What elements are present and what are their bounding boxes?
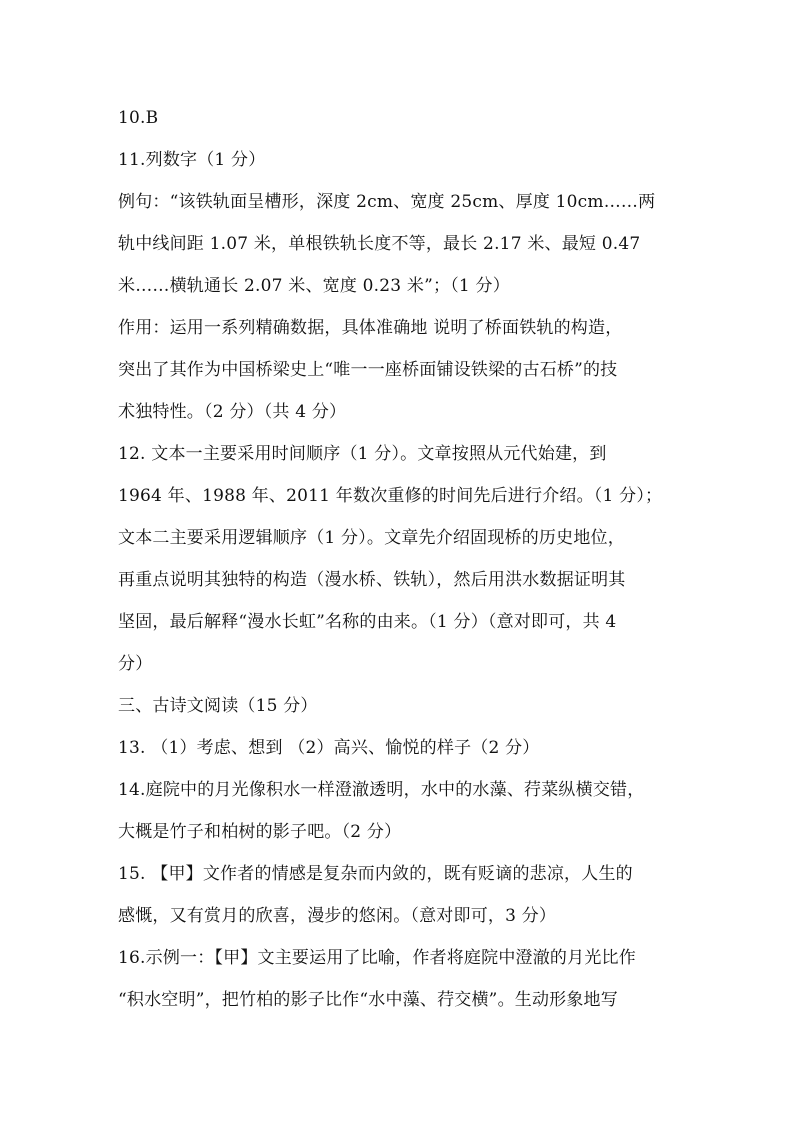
answer-line-12-1: 12. 文本一主要采用时间顺序（1 分）。文章按照从元代始建，到 [118, 444, 607, 464]
answer-line-11-example-1: 例句：“该铁轨面呈槽形，深度 2cm、宽度 25cm、厚度 10cm……两 [118, 192, 656, 212]
answer-line-13: 13. （1）考虑、想到 （2）高兴、愉悦的样子（2 分） [118, 738, 540, 758]
answer-line-11-example-3: 米……横轨通长 2.07 米、宽度 0.23 米”；（1 分） [118, 276, 510, 296]
answer-line-11-example-2: 轨中线间距 1.07 米，单根铁轨长度不等，最长 2.17 米、最短 0.47 [118, 234, 641, 254]
answer-line-12-6: 分） [118, 654, 153, 674]
answer-line-12-5: 坚固，最后解释“漫水长虹”名称的由来。（1 分）（意对即可，共 4 [118, 612, 617, 632]
answer-line-11-effect-2: 突出了其作为中国桥梁史上“唯一一座桥面铺设铁梁的古石桥”的技 [118, 360, 618, 380]
answer-line-12-2: 1964 年、1988 年、2011 年数次重修的时间先后进行介绍。（1 分）； [118, 486, 663, 506]
answer-line-16-1: 16.示例一：【甲】文主要运用了比喻，作者将庭院中澄澈的月光比作 [118, 948, 636, 968]
answer-line-15-2: 感慨，又有赏月的欣喜，漫步的悠闲。（意对即可，3 分） [118, 906, 557, 926]
answer-line-10: 10.B [118, 108, 159, 128]
answer-line-11-effect-3: 术独特性。（2 分）（共 4 分） [118, 402, 347, 422]
answer-line-12-4: 再重点说明其独特的构造（漫水桥、铁轨），然后用洪水数据证明其 [118, 570, 626, 590]
answer-line-12-3: 文本二主要采用逻辑顺序（1 分）。文章先介绍固现桥的历史地位， [118, 528, 625, 548]
section-heading-classical-reading: 三、古诗文阅读（15 分） [118, 696, 318, 716]
answer-line-16-2: “积水空明”，把竹柏的影子比作“水中藻、荇交横”。生动形象地写 [118, 990, 618, 1010]
answer-line-11-title: 11.列数字（1 分） [118, 150, 266, 170]
answer-line-14-2: 大概是竹子和柏树的影子吧。（2 分） [118, 822, 402, 842]
answer-line-14-1: 14.庭院中的月光像积水一样澄澈透明，水中的水藻、荇菜纵横交错， [118, 780, 645, 800]
answer-line-15-1: 15. 【甲】文作者的情感是复杂而内敛的，既有贬谪的悲凉，人生的 [118, 864, 633, 884]
answer-line-11-effect-1: 作用：运用一系列精确数据，具体准确地 说明了桥面铁轨的构造， [118, 318, 623, 338]
